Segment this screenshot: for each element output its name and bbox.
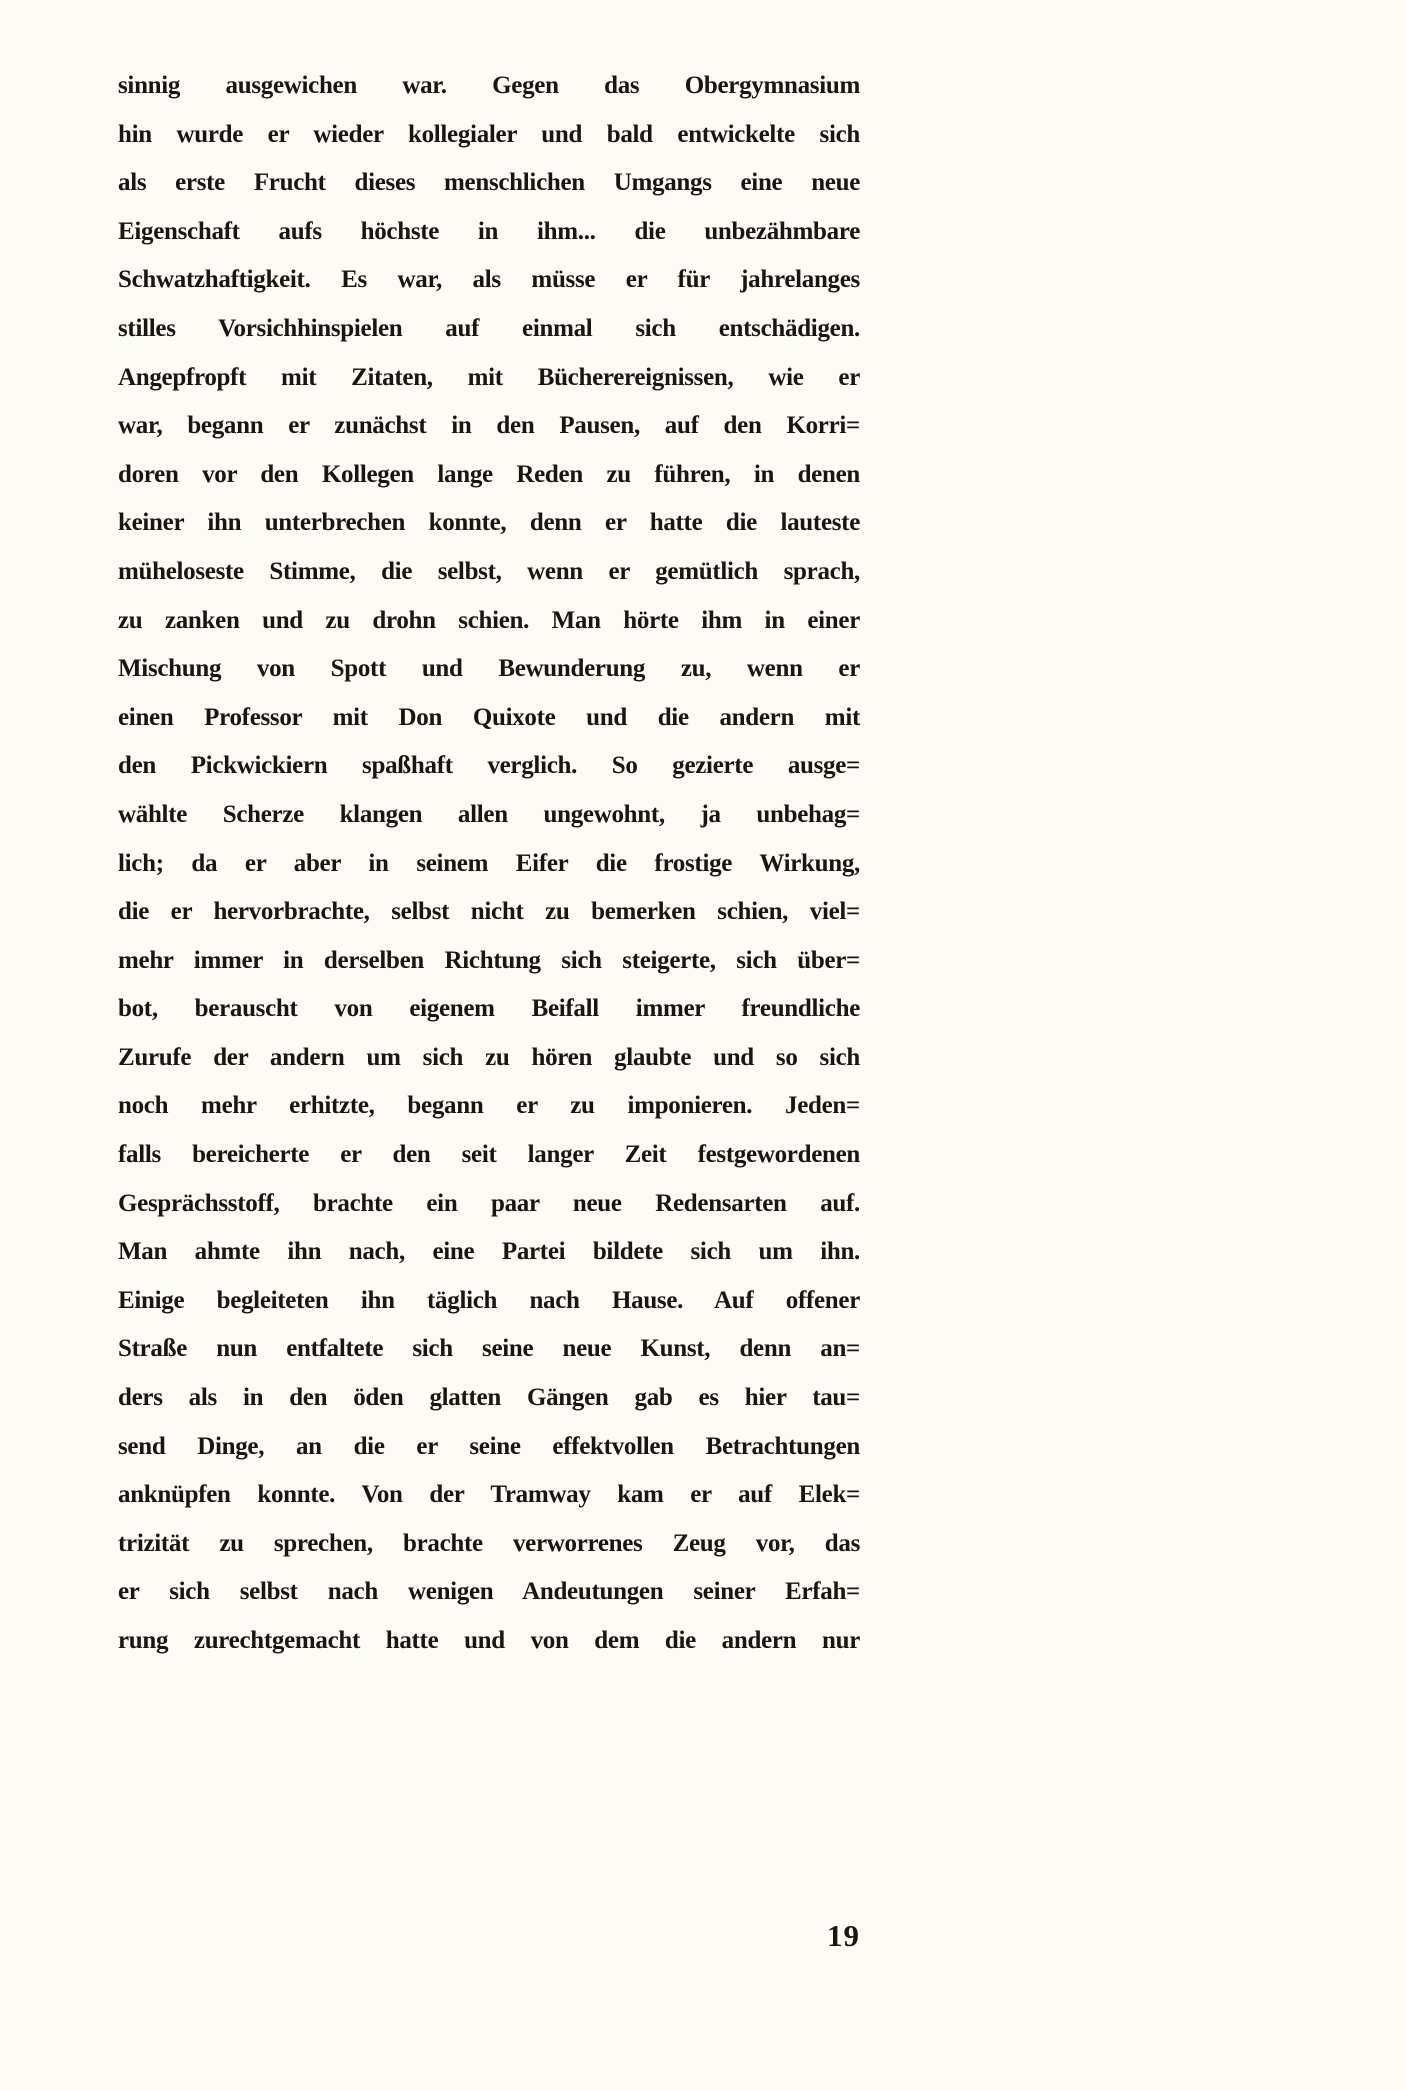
- text-line: Zurufe der andern um sich zu hören glaubte und so sich: [118, 1043, 860, 1071]
- text-line: stilles Vorsichhinspielen auf einmal sich entschädigen.: [118, 314, 860, 342]
- text-line: zu zanken und zu drohn schien. Man hörte ihm in einer: [118, 606, 860, 634]
- text-line: er sich selbst nach wenigen Andeutungen seiner Erfah=: [118, 1578, 860, 1606]
- text-line: als erste Frucht dieses menschlichen Umgangs eine neue: [118, 169, 860, 197]
- text-line: die er hervorbrachte, selbst nicht zu bemerken schien, viel=: [118, 898, 860, 926]
- text-line: Mischung von Spott und Bewunderung zu, wenn er: [118, 655, 860, 683]
- text-line: lich; da er aber in seinem Eifer die frostige Wirkung,: [118, 849, 860, 877]
- text-line: wählte Scherze klangen allen ungewohnt, ja unbehag=: [118, 800, 860, 828]
- text-line: war, begann er zunächst in den Pausen, auf den Korri=: [118, 412, 860, 440]
- text-line: Straße nun entfaltete sich seine neue Kunst, denn an=: [118, 1335, 860, 1363]
- text-line: ders als in den öden glatten Gängen gab es hier tau=: [118, 1384, 860, 1412]
- text-line: falls bereicherte er den seit langer Zeit festgewordenen: [118, 1141, 860, 1169]
- text-line: Schwatzhaftigkeit. Es war, als müsse er für jahrelanges: [118, 266, 860, 294]
- text-line: sinnig ausgewichen war. Gegen das Obergymnasium: [118, 72, 860, 99]
- text-line: Einige begleiteten ihn täglich nach Hause. Auf offener: [118, 1286, 860, 1314]
- text-line: mehr immer in derselben Richtung sich steigerte, sich über=: [118, 946, 860, 974]
- text-line: einen Professor mit Don Quixote und die andern mit: [118, 703, 860, 731]
- text-line: den Pickwickiern spaßhaft verglich. So gezierte ausge=: [118, 752, 860, 780]
- text-line: Eigenschaft aufs höchste in ihm... die unbezähmbare: [118, 217, 860, 245]
- text-line: bot, berauscht von eigenem Beifall immer freundliche: [118, 995, 860, 1023]
- text-line: keiner ihn unterbrechen konnte, denn er hatte die lauteste: [118, 509, 860, 537]
- text-line: Angepfropft mit Zitaten, mit Bücherereignissen, wie er: [118, 363, 860, 391]
- text-line: trizität zu sprechen, brachte verworrenes Zeug vor, das: [118, 1529, 860, 1557]
- page-number: 19: [827, 1918, 860, 1953]
- text-block: [118, 62, 860, 1666]
- text-line: anknüpfen konnte. Von der Tramway kam er auf Elek=: [118, 1481, 860, 1509]
- text-line: Gesprächsstoff, brachte ein paar neue Redensarten auf.: [118, 1189, 860, 1217]
- text-line: noch mehr erhitzte, begann er zu imponieren. Jeden=: [118, 1092, 860, 1120]
- text-line: rung zurechtgemacht hatte und von dem die andern nur: [118, 1627, 860, 1654]
- text-line: hin wurde er wieder kollegialer und bald entwickelte sich: [118, 120, 860, 148]
- text-line: Man ahmte ihn nach, eine Partei bildete sich um ihn.: [118, 1238, 860, 1266]
- text-line: send Dinge, an die er seine effektvollen Betrachtungen: [118, 1432, 860, 1460]
- text-line: doren vor den Kollegen lange Reden zu führen, in denen: [118, 460, 860, 488]
- text-line: müheloseste Stimme, die selbst, wenn er gemütlich sprach,: [118, 557, 860, 585]
